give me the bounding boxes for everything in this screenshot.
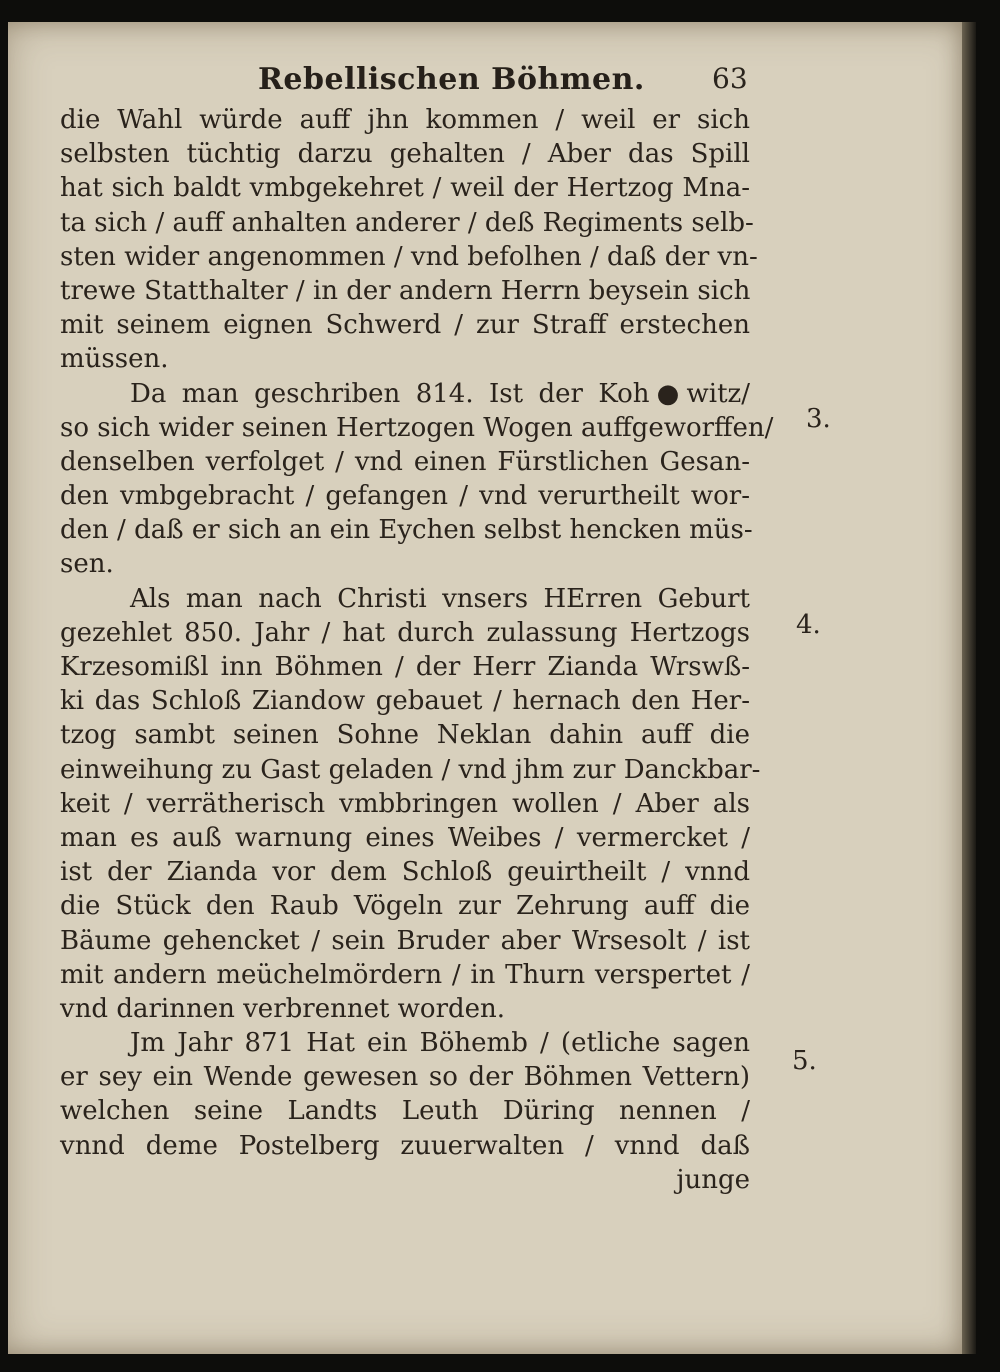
page-edge-shadow bbox=[962, 22, 976, 1354]
text-line: die Stück den Raub Vögeln zur Zehrung auff die bbox=[60, 891, 750, 922]
running-title: Rebellischen Böhmen. bbox=[258, 62, 645, 97]
paragraph-start-line: Als man nach Christi vnsers HErren Geburt bbox=[130, 583, 750, 614]
text-line: welchen seine Landts Leuth Düring nennen / bbox=[60, 1096, 750, 1127]
catchword: junge bbox=[676, 1164, 750, 1195]
text-line: die Wahl würde auff jhn kommen / weil er sich bbox=[60, 105, 750, 135]
text-line: Bäume gehencket / sein Bruder aber Wrsesolt / ist bbox=[60, 925, 750, 956]
text-line: mit seinem eignen Schwerd / zur Straff erstechen bbox=[60, 310, 750, 341]
text-line: er sey ein Wende gewesen so der Böhmen Vettern) bbox=[60, 1062, 750, 1093]
text-line: sen. bbox=[60, 549, 114, 580]
text-line: tzog sambt seinen Sohne Neklan dahin auff die bbox=[60, 720, 750, 751]
text-line: ki das Schloß Ziandow gebauet / hernach den Her- bbox=[60, 686, 750, 717]
paragraph-start-line: Jm Jahr 871 Hat ein Böhemb / (etliche sagen bbox=[130, 1028, 750, 1059]
text-line: mit andern meüchelmördern / in Thurn verspertet / bbox=[60, 959, 750, 990]
text-line: denselben verfolget / vnd einen Fürstlichen Gesan- bbox=[60, 446, 750, 477]
text-line: den / daß er sich an ein Eychen selbst hencken müs- bbox=[60, 515, 753, 546]
text-line: müssen. bbox=[60, 344, 169, 375]
text-line: den vmbgebracht / gefangen / vnd verurtheilt wor- bbox=[60, 481, 750, 512]
page-header bbox=[0, 54, 1000, 104]
text-line: ist der Zianda vor dem Schloß geuirtheilt / vnnd bbox=[60, 857, 750, 888]
text-line: hat sich baldt vmbgekehret / weil der Hertzog Mna- bbox=[60, 173, 750, 204]
text-line: ta sich / auff anhalten anderer / deß Regiments selb- bbox=[60, 207, 754, 238]
text-line: man es auß warnung eines Weibes / vermercket / bbox=[60, 822, 750, 853]
text-line: Krzesomißl inn Böhmen / der Herr Zianda Wrswß- bbox=[60, 652, 750, 682]
text-line: einweihung zu Gast geladen / vnd jhm zur Danckbar- bbox=[60, 754, 761, 785]
text-line: keit / verrätherisch vmbbringen wollen / Aber als bbox=[60, 788, 750, 819]
text-line: sten wider angenommen / vnd befolhen / daß der vn- bbox=[60, 241, 758, 272]
text-line: trewe Statthalter / in der andern Herrn beysein sich bbox=[60, 275, 751, 306]
text-line: gezehlet 850. Jahr / hat durch zulassung Hertzogs bbox=[60, 617, 750, 648]
margin-note-3: 3. bbox=[806, 404, 831, 434]
page-number: 63 bbox=[712, 62, 748, 95]
text-line: vnd darinnen verbrennet worden. bbox=[60, 993, 506, 1024]
text-line: vnnd deme Postelberg zuuerwalten / vnnd daß bbox=[60, 1130, 750, 1161]
body-text bbox=[60, 103, 774, 1197]
text-line: so sich wider seinen Hertzogen Wogen auffgeworffen/ bbox=[60, 412, 774, 443]
margin-note-4: 4. bbox=[796, 610, 821, 640]
paragraph-start-line: Da man geschriben 814. Ist der Koh●witz/ bbox=[130, 378, 750, 409]
margin-note-5: 5. bbox=[792, 1046, 817, 1076]
text-line: selbsten tüchtig darzu gehalten / Aber das Spill bbox=[60, 139, 750, 170]
